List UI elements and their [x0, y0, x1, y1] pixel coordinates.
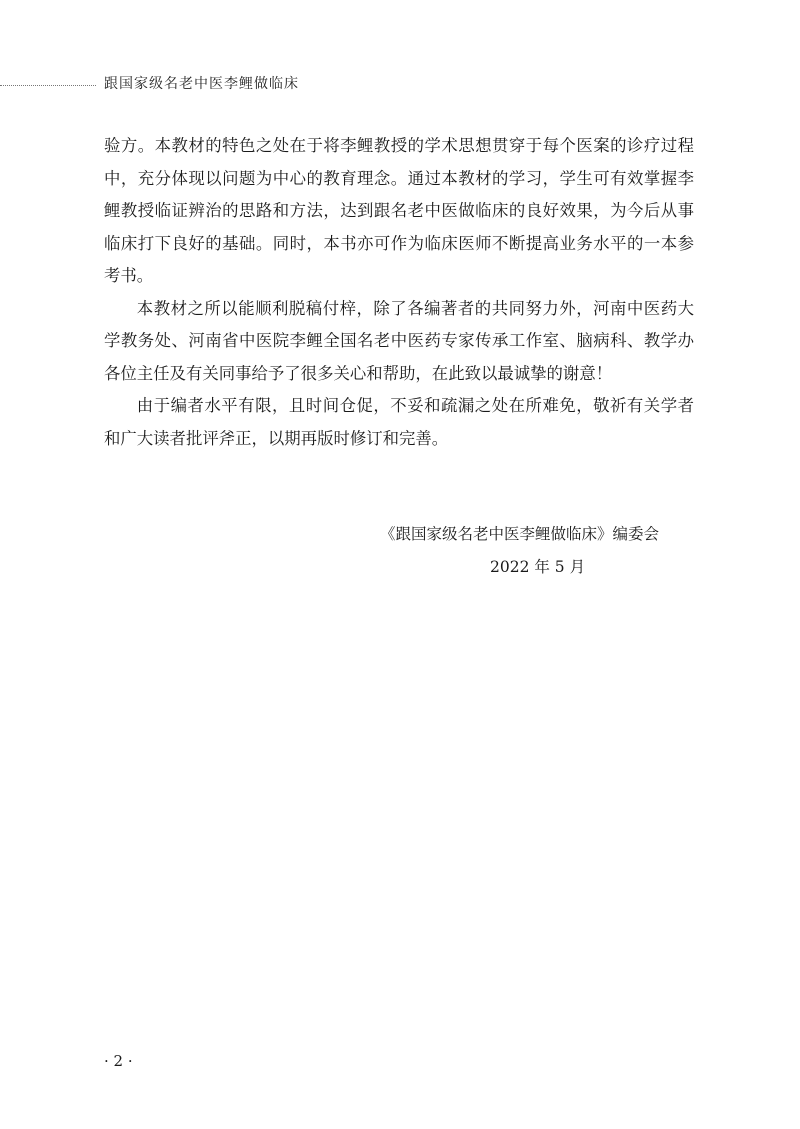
page-number: · 2 · [104, 1052, 133, 1070]
running-header [0, 68, 800, 98]
paragraph-continuation: 验方。本教材的特色之处在于将李鲤教授的学术思想贯穿于每个医案的诊疗过程中，充分体现以问题为中心的教育理念。通过本教材的学习，学生可有效掌握李鲤教授临证辨治的思路和方法，达到跟名老中医做临床的良好效果，为今后从事临床打下良好的基础。同时，本书亦可作为临床医师不断提高业务水平的一本参考书。 [104, 136, 694, 285]
body-text [104, 130, 694, 455]
paragraph-apology: 由于编者水平有限，且时间仓促，不妥和疏漏之处在所难免，敬祈有关学者和广大读者批评斧正，以期再版时修订和完善。 [104, 396, 694, 448]
date: 2022 年 5 月 [490, 558, 586, 576]
header-dotted-rule [0, 85, 96, 86]
paragraph-acknowledgement: 本教材之所以能顺利脱稿付梓，除了各编著者的共同努力外，河南中医药大学教务处、河南省中医院李鲤全国名老中医药专家传承工作室、脑病科、教学办各位主任及有关同事给予了很多关心和帮助，在此致以最诚挚的谢意！ [104, 298, 694, 383]
header-title: 跟国家级名老中医李鲤做临床 [104, 76, 299, 92]
signature: 《跟国家级名老中医李鲤做临床》编委会 [380, 525, 660, 543]
